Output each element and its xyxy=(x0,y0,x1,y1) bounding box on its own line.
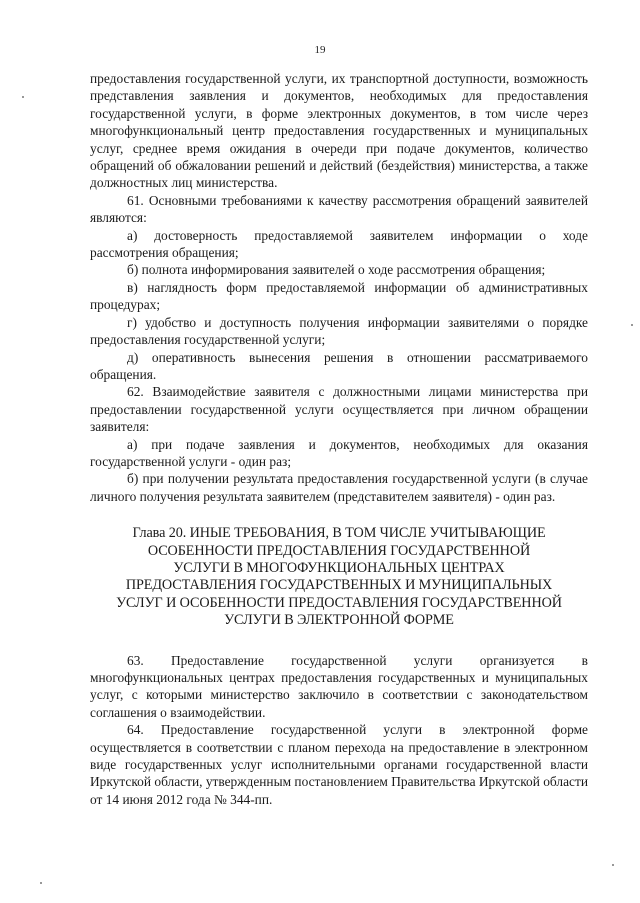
paragraph: а) достоверность предоставляемой заявителем информации о ходе рассмотрения обращения; xyxy=(90,227,588,261)
chapter-heading xyxy=(90,525,588,629)
chapter-heading-line: ОСОБЕННОСТИ ПРЕДОСТАВЛЕНИЯ ГОСУДАРСТВЕННОЙ xyxy=(147,542,531,559)
chapter-heading-line: УСЛУГИ В ЭЛЕКТРОННОЙ ФОРМЕ xyxy=(224,612,454,629)
paragraphs-bottom xyxy=(90,652,588,809)
paragraph: предоставления государственной услуги, их транспортной доступности, возможность представления заявления и документов, необходимых для предоставления государственной услуги, в форме электронных документов, в том числе через многофункциональный центр предоставления государственных и муниципальных услуг, среднее время ожидания в очереди при подаче документов, количество обращений об обжаловании решений и действий (бездействия) министерства, а также должностных лиц министерства. xyxy=(90,71,588,191)
paragraph: 63. Предоставление государственной услуги организуется в многофункциональных центрах предоставления государственных и муниципальных услуг, с которыми министерство заключило в соответствии с законодательством соглашения о взаимодействии. xyxy=(90,652,588,720)
paragraph: 62. Взаимодействие заявителя с должностными лицами министерства при предоставлении государственной услуги осуществляется при личном обращении заявителя: xyxy=(90,384,588,435)
chapter-heading-line: ПРЕДОСТАВЛЕНИЯ ГОСУДАРСТВЕННЫХ И МУНИЦИПАЛЬНЫХ xyxy=(125,577,553,594)
paragraph: в) наглядность форм предоставляемой информации об административных процедурах; xyxy=(90,279,588,313)
paragraphs-top xyxy=(90,70,588,505)
chapter-heading-line: УСЛУГИ В МНОГОФУНКЦИОНАЛЬНЫХ ЦЕНТРАХ xyxy=(173,559,505,576)
paragraph: 61. Основными требованиями к качеству рассмотрения обращений заявителей являются: xyxy=(90,192,588,226)
page-number: 19 xyxy=(314,44,326,56)
scan-speck xyxy=(40,882,42,884)
paragraph: б) полнота информирования заявителей о ходе рассмотрения обращения; xyxy=(127,262,546,278)
paragraph: г) удобство и доступность получения информации заявителями о порядке предоставления государственной услуги; xyxy=(90,314,588,348)
paragraph: б) при получении результата предоставления государственной услуги (в случае личного получения результата заявителем (представителем заявителя) - один раз. xyxy=(90,471,588,504)
paragraph: д) оперативность вынесения решения в отношении рассматриваемого обращения. xyxy=(90,349,588,382)
paragraph: а) при подаче заявления и документов, необходимых для оказания государственной услуги - один раз; xyxy=(90,436,588,469)
document-body xyxy=(90,70,588,808)
scan-speck xyxy=(22,96,24,98)
scan-speck xyxy=(631,324,633,326)
chapter-heading-line: Глава 20. ИНЫЕ ТРЕБОВАНИЯ, В ТОМ ЧИСЛЕ УЧИТЫВАЮЩИЕ xyxy=(132,525,546,542)
chapter-heading-line: УСЛУГ И ОСОБЕННОСТИ ПРЕДОСТАВЛЕНИЯ ГОСУДАРСТВЕННОЙ xyxy=(116,594,562,611)
scan-speck xyxy=(612,864,614,866)
paragraph: 64. Предоставление государственной услуги в электронной форме осуществляется в соответствии с планом перехода на предоставление в электронном виде государственных услуг исполнительными органами государственной власти Иркутской области, утвержденным постановлением Правительства Иркутской области от 14 июня 2012 года № 344-пп. xyxy=(90,722,588,807)
